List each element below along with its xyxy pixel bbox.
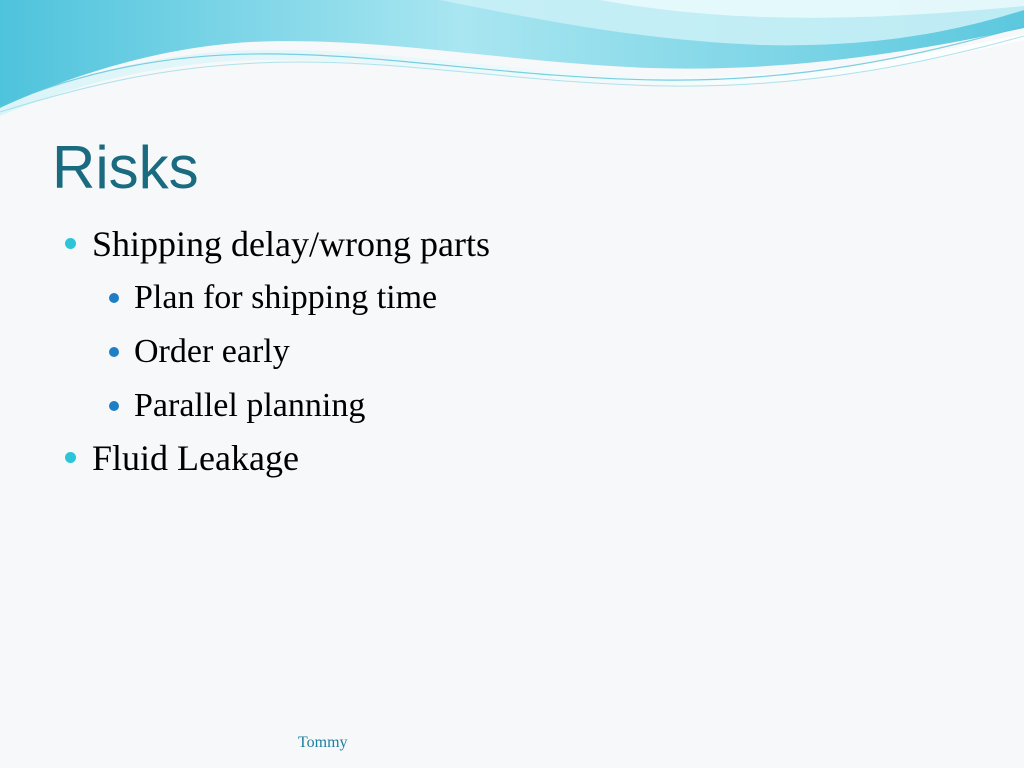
bullet-text: Fluid Leakage: [92, 438, 299, 478]
bullet-text: Shipping delay/wrong parts: [92, 224, 490, 264]
sub-bullet-text: Parallel planning: [134, 387, 366, 424]
bullet-item: [92, 434, 299, 482]
slide-title: Risks: [52, 134, 199, 201]
header-wave-decoration: [0, 0, 1024, 120]
sub-bullet-item: [134, 276, 437, 320]
bullet-dot-icon: [65, 238, 76, 249]
sub-bullet-item: [134, 330, 290, 374]
bullet-dot-icon: [65, 452, 76, 463]
sub-bullet-dot-icon: [109, 401, 119, 411]
sub-bullet-dot-icon: [109, 293, 119, 303]
footer-author: Tommy: [298, 734, 348, 751]
sub-bullet-text: Order early: [134, 333, 290, 370]
sub-bullet-text: Plan for shipping time: [134, 279, 438, 316]
sub-bullet-dot-icon: [109, 347, 119, 357]
sub-bullet-item: [134, 384, 365, 428]
bullet-item: [92, 220, 490, 268]
